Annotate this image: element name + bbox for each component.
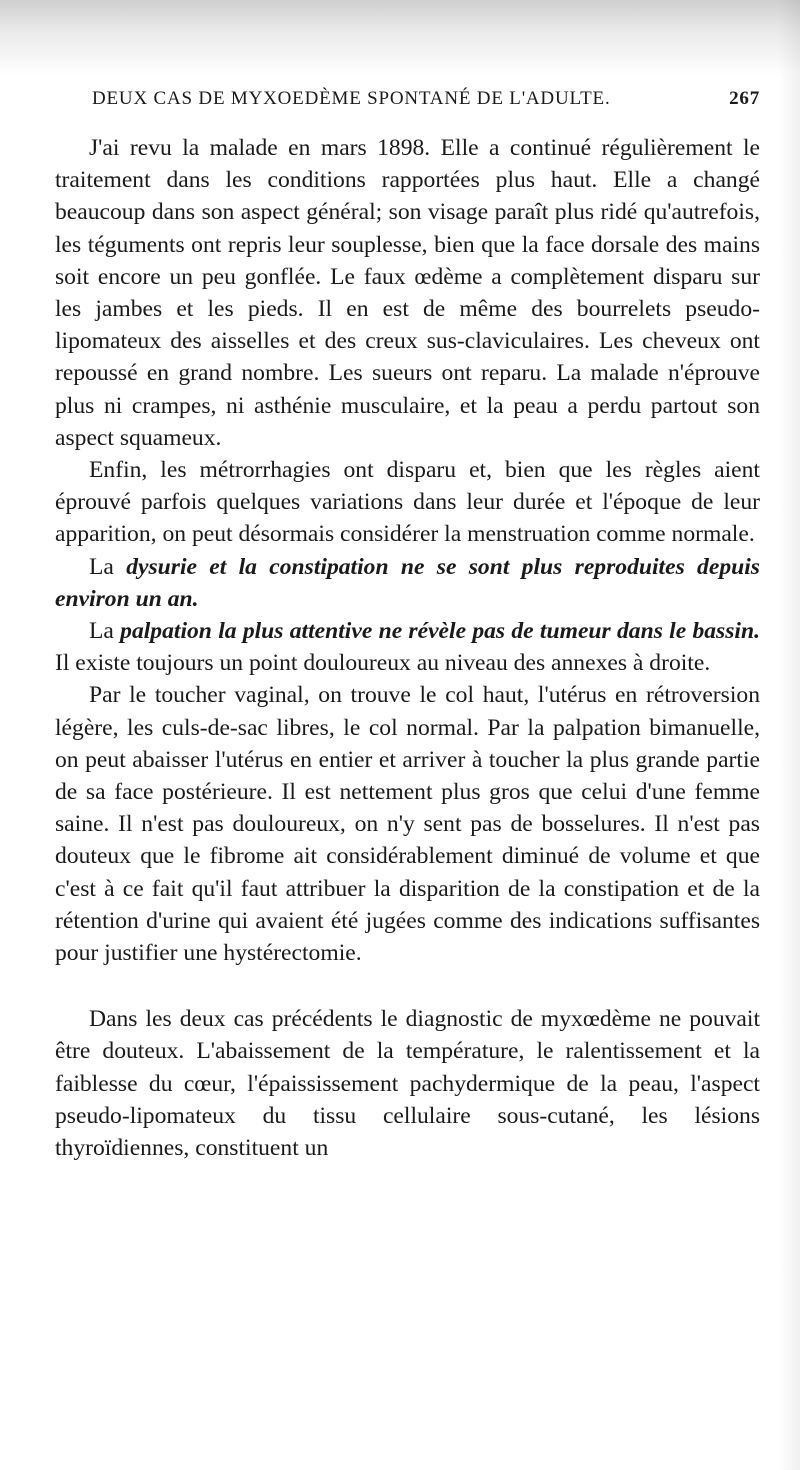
paragraph-text: Il existe toujours un point douloureux au niveau des annexes à droite. (55, 650, 711, 677)
italic-phrase: palpation la plus attentive ne révèle pas de tumeur dans le bassin. (120, 618, 760, 645)
paragraph (55, 615, 760, 679)
page-number: 267 (729, 88, 760, 109)
body-text (55, 132, 760, 1164)
paragraph: Par le toucher vaginal, on trouve le col haut, l'utérus en rétroversion légère, les culs-de-sac libres, le col normal. Par la palpation bimanuelle, on peut abaisser l'utérus en entier et arriver à toucher la plus grande partie de sa face postérieure. Il est nettement plus gros que celui d'une femme saine. Il n'est pas douloureux, on n'y sent pas de bosselures. Il n'est pas douteux que le fibrome ait considérablement diminué de volume et que c'est à ce fait qu'il faut attribuer la disparition de la constipation et de la rétention d'urine qui avaient été jugées comme des indications suffisantes pour justifier une hystérectomie. (55, 682, 760, 967)
running-title: DEUX CAS DE MYXOEDÈME SPONTANÉ DE L'ADULTE. (92, 88, 611, 109)
running-head (92, 88, 760, 110)
paragraph: Dans les deux cas précédents le diagnostic de myxœdème ne pouvait être douteux. L'abaissement de la température, le ralentissement et la faiblesse du cœur, l'épaississement pachydermique de la peau, l'aspect pseudo-lipomateux du tissu cellulaire sous-cutané, les lésions thyroïdiennes, constituent un (55, 1006, 760, 1162)
paragraph: J'ai revu la malade en mars 1898. Elle a continué régulièrement le traitement dans les conditions rapportées plus haut. Elle a changé beaucoup dans son aspect général; son visage paraît plus ridé qu'autrefois, les téguments ont repris leur souplesse, bien que la face dorsale des mains soit encore un peu gonflée. Le faux œdème a complètement disparu sur les jambes et les pieds. Il en est de même des bourrelets pseudo-lipomateux des aisselles et des creux sus-claviculaires. Les cheveux ont repoussé en grand nombre. Les sueurs ont reparu. La malade n'éprouve plus ni crampes, ni asthénie musculaire, et la peau a perdu partout son aspect squameux. (55, 135, 760, 451)
paragraph-lead: La (89, 553, 127, 580)
paragraph (55, 551, 760, 615)
paragraph-lead: La (89, 618, 121, 645)
paragraph: Enfin, les métrorrhagies ont disparu et, bien que les règles aient éprouvé parfois quelques variations dans leur durée et l'époque de leur apparition, on peut désormais considérer la menstruation comme normale. (55, 457, 760, 548)
italic-phrase: dysurie et la constipation ne se sont plus reproduites depuis environ un an. (55, 553, 760, 612)
